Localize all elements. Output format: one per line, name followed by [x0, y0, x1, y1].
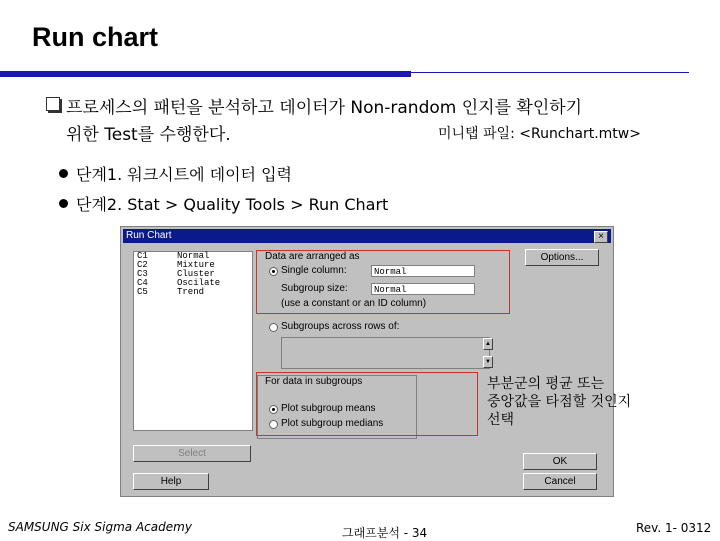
- minitab-file-note: 미니탭 파일: <Runchart.mtw>: [438, 126, 641, 142]
- single-column-input[interactable]: Normal: [371, 265, 475, 277]
- list-item[interactable]: C2 Mixture: [137, 260, 215, 270]
- dialog-title: Run Chart: [126, 230, 172, 241]
- footer-page: 그래프분석 - 34: [342, 526, 428, 540]
- list-item[interactable]: C1 Normal: [137, 251, 210, 261]
- data-arranged-label: Data are arranged as: [265, 251, 360, 262]
- footer-academy: SAMSUNG Six Sigma Academy: [8, 520, 192, 534]
- footer-revision: Rev. 1- 0312: [636, 521, 712, 535]
- help-button[interactable]: Help: [133, 473, 209, 490]
- step-2: 단계2. Stat > Quality Tools > Run Chart: [76, 195, 389, 214]
- slide-title: Run chart: [32, 22, 159, 52]
- plot-means-label: Plot subgroup means: [281, 403, 376, 414]
- single-column-label: Single column:: [281, 265, 347, 276]
- dialog-titlebar: [123, 229, 611, 243]
- subgroup-size-input[interactable]: Normal: [371, 283, 475, 295]
- subgroups-across-field[interactable]: [281, 337, 490, 369]
- step-1: 단계1. 워크시트에 데이터 입력: [76, 165, 292, 184]
- checkbox-bullet-icon: [46, 97, 60, 111]
- ok-button[interactable]: OK: [523, 453, 597, 470]
- select-button[interactable]: Select: [133, 445, 251, 462]
- plot-medians-label: Plot subgroup medians: [281, 418, 384, 429]
- column-list[interactable]: [133, 251, 253, 431]
- bullet-dot-icon: [59, 169, 68, 178]
- subgroups-across-radio[interactable]: [269, 323, 278, 332]
- bullet-dot-icon: [59, 199, 68, 208]
- data-arranged-highlight: [256, 250, 510, 314]
- subgroups-across-label: Subgroups across rows of:: [281, 321, 400, 332]
- title-underline-thick: [0, 71, 411, 77]
- list-item[interactable]: C3 Cluster: [137, 269, 215, 279]
- hint-text: (use a constant or an ID column): [281, 298, 427, 309]
- subgroup-plot-highlight: [256, 372, 478, 436]
- cancel-button[interactable]: Cancel: [523, 473, 597, 490]
- list-item[interactable]: C4 Oscilate: [137, 278, 221, 288]
- list-item[interactable]: C5 Trend: [137, 287, 205, 297]
- options-button[interactable]: Options...: [525, 249, 599, 266]
- title-underline-thin: [411, 72, 689, 73]
- subgroup-size-label: Subgroup size:: [281, 283, 348, 294]
- close-icon[interactable]: ×: [594, 231, 608, 243]
- for-data-label: For data in subgroups: [265, 376, 363, 387]
- intro-line-2: 위한 Test를 수행한다.: [66, 125, 231, 145]
- scroll-down-icon[interactable]: ▼: [483, 356, 493, 368]
- intro-line-1: 프로세스의 패턴을 분석하고 데이터가 Non-random 인지를 확인하기: [66, 98, 583, 118]
- callout-note: 부분군의 평균 또는 중앙값을 타점할 것인지 선택: [487, 376, 632, 428]
- scroll-up-icon[interactable]: ▲: [483, 338, 493, 350]
